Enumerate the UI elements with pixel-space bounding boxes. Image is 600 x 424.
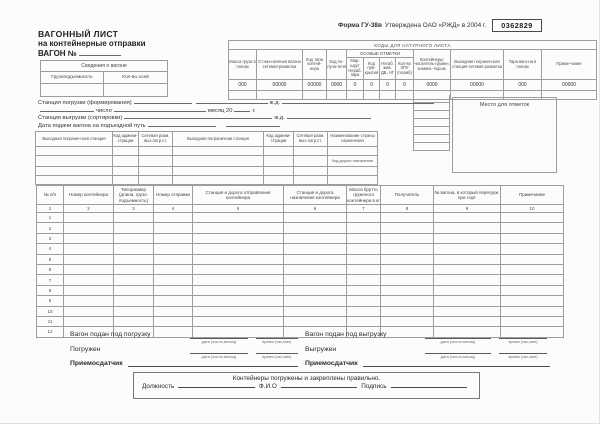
border-table-cell bbox=[113, 156, 139, 167]
container-data-cell bbox=[347, 316, 381, 326]
position-label: Должность bbox=[142, 383, 175, 390]
table-row bbox=[37, 264, 564, 274]
month-label: месяц 20 bbox=[207, 107, 233, 114]
codes-value-cell: 00000 bbox=[257, 80, 303, 91]
container-data-cell bbox=[284, 254, 347, 264]
unloaded-label: Выгружен bbox=[305, 345, 337, 353]
time-caption: время (час,мин) bbox=[508, 339, 538, 344]
name-label: Ф.И.О bbox=[258, 383, 277, 390]
table-row bbox=[37, 275, 564, 285]
day-label: число bbox=[96, 107, 112, 114]
date-caption: дата (число,месяц) bbox=[440, 353, 476, 359]
container-data-cell bbox=[114, 285, 154, 295]
container-data-cell bbox=[64, 285, 114, 295]
certification-box bbox=[133, 372, 480, 399]
border-table-cell bbox=[294, 156, 328, 167]
codes-column-header: Код по-луча-теля bbox=[327, 50, 347, 80]
container-data-cell bbox=[114, 223, 154, 233]
border-table-cell bbox=[173, 176, 264, 185]
container-data-cell bbox=[434, 223, 501, 233]
time-caption: время (час,мин) bbox=[262, 353, 292, 359]
container-data-cell bbox=[193, 233, 284, 243]
container-data-cell bbox=[64, 223, 114, 233]
container-data-cell bbox=[381, 233, 434, 243]
main-column-header: № п/п bbox=[37, 186, 64, 205]
container-data-cell bbox=[284, 316, 347, 326]
container-data-cell bbox=[434, 213, 501, 223]
container-data-cell bbox=[347, 254, 381, 264]
container-data-cell bbox=[381, 264, 434, 274]
wagon-info-title: Сведения о вагоне bbox=[41, 61, 168, 72]
loading-station-label: Станция погрузки (формирования) bbox=[38, 100, 132, 106]
border-table-cell bbox=[36, 167, 113, 176]
container-count-cell bbox=[413, 143, 450, 151]
main-column-header: Станция и дорога отправления контейнера bbox=[193, 186, 284, 205]
container-data-cell bbox=[114, 316, 154, 326]
title-line2: на контейнерные отправки bbox=[38, 39, 146, 49]
container-data-cell bbox=[434, 233, 501, 243]
main-column-header: Масса брутто груженого контейнера в кг bbox=[347, 187, 380, 203]
container-data-cell bbox=[381, 306, 434, 316]
codes-table-title: КОДЫ ДЛЯ НАТУРНОГО ЛИСТА bbox=[229, 41, 597, 50]
unloaded-under-line bbox=[305, 331, 550, 346]
codes-column-header: Масса груза в тоннах bbox=[229, 50, 257, 80]
row-number-cell: 3 bbox=[37, 233, 64, 243]
date-caption: дата (число,месяц) bbox=[440, 339, 476, 344]
signature-field bbox=[391, 383, 467, 388]
container-data-cell bbox=[193, 244, 284, 254]
border-table-cell bbox=[36, 147, 113, 156]
date-caption: дата (число,месяц) bbox=[201, 353, 237, 359]
container-data-cell bbox=[501, 296, 564, 306]
codes-value-cell: 0 bbox=[380, 80, 396, 91]
codes-column-header: Тара ваго-на в тоннах bbox=[504, 50, 542, 80]
container-data-cell bbox=[434, 285, 501, 295]
unloading-station-line bbox=[38, 114, 436, 122]
container-data-cell bbox=[114, 306, 154, 316]
table-row bbox=[37, 316, 564, 326]
container-data-cell bbox=[154, 213, 193, 223]
notes-box-label: Место для отметок bbox=[479, 102, 530, 108]
border-table-cell bbox=[139, 176, 173, 185]
container-data-cell bbox=[193, 275, 284, 285]
axle-count-cell bbox=[104, 84, 168, 97]
codes-value-cell: 0 bbox=[364, 80, 380, 91]
container-data-cell bbox=[64, 296, 114, 306]
codes-column-header: Выходная погранич-ная станция-сетевая разметка bbox=[451, 50, 504, 80]
column-number-cell: 7 bbox=[347, 205, 381, 213]
border-table-cell bbox=[264, 147, 294, 156]
main-column-header: Типоразмер (длина, грузо-подъемность) bbox=[114, 186, 154, 205]
siding-label: Дата подачи вагона на подъездной путь bbox=[38, 122, 146, 129]
codes-value-cell: 0 bbox=[396, 80, 414, 91]
column-number-cell: 3 bbox=[114, 205, 154, 213]
container-data-cell bbox=[193, 296, 284, 306]
time-caption: время (час,мин) bbox=[508, 353, 538, 359]
container-data-cell bbox=[501, 264, 564, 274]
border-column-header: Сетевая разм. вых.погр.ст. bbox=[139, 132, 173, 147]
unloading-station-field bbox=[124, 114, 272, 119]
unloading-station-label: Станция выгрузки (сортировки) bbox=[38, 115, 123, 122]
container-data-cell bbox=[154, 254, 193, 264]
container-data-cell bbox=[64, 316, 114, 326]
container-data-cell bbox=[434, 275, 501, 285]
container-data-cell bbox=[114, 213, 154, 223]
container-data-cell bbox=[154, 244, 193, 254]
codes-column-header: Кол-во ЗПУ (пломб) bbox=[396, 58, 414, 80]
border-table-cell bbox=[113, 167, 139, 176]
codes-column-header: Код типа контей-нера bbox=[303, 50, 327, 80]
column-number-cell: 4 bbox=[154, 205, 193, 213]
container-data-cell bbox=[347, 223, 381, 233]
codes-column-header: Код при-крытия bbox=[364, 58, 380, 80]
container-data-cell bbox=[347, 275, 381, 285]
name-field bbox=[281, 383, 357, 388]
main-column-header: № вагона, в который перегруж. при сорт bbox=[434, 186, 501, 205]
container-data-cell bbox=[154, 264, 193, 274]
border-table-cell bbox=[173, 167, 264, 176]
codes-table bbox=[228, 40, 597, 100]
container-data-cell bbox=[64, 306, 114, 316]
border-table-cell bbox=[328, 176, 378, 185]
wagon-unloading-label: Вагон подан под выгрузку bbox=[305, 331, 387, 338]
container-data-cell bbox=[434, 244, 501, 254]
container-data-cell bbox=[284, 223, 347, 233]
container-data-cell bbox=[193, 213, 284, 223]
codes-column-header: Ст.наз-начения вагона сетевая-разметка bbox=[257, 50, 303, 80]
loaded-label: Погружен bbox=[70, 345, 101, 353]
siding-date-line bbox=[38, 122, 436, 130]
railway-label: ж.д. bbox=[269, 100, 281, 106]
unloaded-date-field bbox=[425, 349, 491, 359]
column-number-cell: 10 bbox=[501, 205, 564, 213]
border-column-header: Код админи-страции bbox=[113, 132, 139, 147]
border-table-cell bbox=[294, 167, 328, 176]
border-table-cell bbox=[139, 156, 173, 167]
container-data-cell bbox=[284, 213, 347, 223]
main-column-header: Станция и дорога назначения контейнера bbox=[284, 186, 347, 205]
column-number-cell: 1 bbox=[37, 205, 64, 213]
month-field bbox=[114, 107, 206, 112]
loading-station-line bbox=[38, 99, 436, 107]
container-data-cell bbox=[64, 254, 114, 264]
row-number-cell: 7 bbox=[37, 275, 64, 285]
codes-column-header: Негаб. жив. ДБ, НГ bbox=[380, 58, 396, 80]
container-data-cell bbox=[64, 275, 114, 285]
loading-footer-block bbox=[70, 331, 298, 375]
border-column-header: Выходная погранич-ная станция bbox=[36, 132, 113, 147]
loaded-date-field bbox=[190, 349, 248, 359]
wagon-info-table bbox=[40, 60, 168, 97]
row-number-cell: 9 bbox=[37, 296, 64, 306]
table-row bbox=[37, 285, 564, 295]
container-data-cell bbox=[347, 306, 381, 316]
unloaded-line bbox=[305, 346, 550, 361]
capacity-cell bbox=[41, 84, 104, 97]
unloading-time-field bbox=[499, 334, 547, 344]
container-data-cell bbox=[434, 316, 501, 326]
container-data-cell bbox=[347, 233, 381, 243]
row-number-cell: 6 bbox=[37, 264, 64, 274]
border-table-cell bbox=[328, 167, 378, 176]
container-data-cell bbox=[154, 316, 193, 326]
container-data-cell bbox=[381, 275, 434, 285]
container-count-cell bbox=[413, 135, 450, 143]
container-data-cell bbox=[434, 254, 501, 264]
codes-value-cell: 00000 bbox=[303, 80, 327, 91]
border-table-cell bbox=[264, 176, 294, 185]
container-data-cell bbox=[501, 316, 564, 326]
container-data-cell bbox=[193, 285, 284, 295]
date-line bbox=[38, 107, 436, 115]
container-data-cell bbox=[193, 264, 284, 274]
container-data-cell bbox=[347, 285, 381, 295]
container-data-cell bbox=[381, 296, 434, 306]
main-column-header: Получатель bbox=[381, 186, 434, 205]
container-data-cell bbox=[284, 244, 347, 254]
table-row bbox=[37, 223, 564, 233]
border-table-cell bbox=[113, 176, 139, 185]
wagon-number-label: ВАГОН № bbox=[38, 48, 77, 58]
station-lines bbox=[38, 99, 436, 129]
position-field bbox=[178, 383, 254, 388]
codes-value-cell: 0000 bbox=[327, 80, 347, 91]
container-data-cell bbox=[501, 254, 564, 264]
main-column-header: Номер отправки bbox=[154, 186, 193, 205]
row-number-cell: 12 bbox=[37, 327, 64, 337]
loading-time-field bbox=[256, 334, 298, 344]
row-number-cell: 11 bbox=[37, 316, 64, 326]
container-data-cell bbox=[64, 233, 114, 243]
codes-column-header: Мар-шрут Нераб. парк bbox=[347, 58, 364, 80]
railway-field bbox=[282, 99, 434, 104]
container-data-cell bbox=[381, 285, 434, 295]
container-data-cell bbox=[64, 244, 114, 254]
special-marks-group-header: ОСОБЫЕ ОТМЕТКИ bbox=[347, 50, 414, 58]
year-field bbox=[234, 107, 250, 112]
container-list-table bbox=[36, 185, 564, 338]
codes-value-cell: 000 bbox=[229, 80, 257, 91]
border-table-cell bbox=[264, 156, 294, 167]
border-table-cell bbox=[36, 156, 113, 167]
main-column-header: Номер контейнера bbox=[64, 186, 114, 205]
codes-column-header: Приме-чание bbox=[542, 50, 597, 80]
container-data-cell bbox=[434, 306, 501, 316]
destination-road-code-cell: Код дороги назначения bbox=[328, 156, 378, 167]
loading-station-field bbox=[134, 99, 192, 104]
container-data-cell bbox=[501, 223, 564, 233]
wagon-loading-label: Вагон подан под погрузку bbox=[70, 331, 151, 338]
loading-station-field2 bbox=[196, 99, 268, 104]
border-table-cell bbox=[328, 147, 378, 156]
container-data-cell bbox=[193, 223, 284, 233]
border-table-cell bbox=[173, 147, 264, 156]
certification-fields bbox=[134, 383, 479, 390]
loaded-line bbox=[70, 346, 298, 361]
container-data-cell bbox=[114, 296, 154, 306]
border-table-cell bbox=[139, 147, 173, 156]
container-data-cell bbox=[154, 223, 193, 233]
table-row bbox=[37, 213, 564, 223]
container-data-cell bbox=[434, 264, 501, 274]
row-number-cell: 10 bbox=[37, 306, 64, 316]
container-data-cell bbox=[381, 254, 434, 264]
form-header bbox=[338, 19, 542, 32]
axle-count-header: Кол-во осей bbox=[104, 72, 168, 84]
codes-value-cell: 00000 bbox=[542, 80, 597, 91]
container-data-cell bbox=[154, 296, 193, 306]
loaded-time-field bbox=[256, 349, 298, 359]
signature-line bbox=[363, 360, 550, 367]
siding-field bbox=[148, 122, 216, 127]
receiver-clerk-label: Приемосдатчик bbox=[70, 360, 123, 367]
title-line1: ВАГОННЫЙ ЛИСТ bbox=[38, 29, 119, 39]
siding-field2 bbox=[226, 122, 280, 127]
table-row bbox=[37, 233, 564, 243]
codes-value-cell: 000 bbox=[504, 80, 542, 91]
border-table-cell bbox=[294, 176, 328, 185]
container-data-cell bbox=[501, 306, 564, 316]
wagon-number-line bbox=[38, 49, 146, 58]
container-data-cell bbox=[64, 264, 114, 274]
container-data-cell bbox=[193, 306, 284, 316]
unloading-footer-block bbox=[305, 331, 550, 375]
border-table-cell bbox=[139, 167, 173, 176]
container-data-cell bbox=[154, 285, 193, 295]
container-data-cell bbox=[347, 296, 381, 306]
codes-column-header: Контейнеры: числитель-гружен. знамен.-порож. bbox=[414, 50, 451, 80]
container-data-cell bbox=[284, 285, 347, 295]
column-number-cell: 5 bbox=[193, 205, 284, 213]
container-data-cell bbox=[501, 244, 564, 254]
container-data-cell bbox=[154, 306, 193, 316]
container-data-cell bbox=[284, 275, 347, 285]
row-number-cell: 8 bbox=[37, 285, 64, 295]
signature-label: Подпись bbox=[361, 383, 387, 390]
container-data-cell bbox=[284, 296, 347, 306]
container-data-cell bbox=[114, 244, 154, 254]
border-table-cell bbox=[113, 147, 139, 156]
container-data-cell bbox=[347, 264, 381, 274]
container-data-cell bbox=[347, 244, 381, 254]
column-number-cell: 2 bbox=[64, 205, 114, 213]
row-number-cell: 2 bbox=[37, 223, 64, 233]
container-data-cell bbox=[501, 233, 564, 243]
container-data-cell bbox=[114, 233, 154, 243]
approval-text: Утверждена ОАО «РЖД» в 2004 г. bbox=[384, 22, 487, 29]
table-row bbox=[37, 296, 564, 306]
column-number-cell: 9 bbox=[434, 205, 501, 213]
container-data-cell bbox=[501, 285, 564, 295]
serial-number: 0362829 bbox=[492, 19, 541, 32]
container-data-cell bbox=[381, 213, 434, 223]
column-number-cell: 8 bbox=[381, 205, 434, 213]
date-caption: дата (число,месяц) bbox=[201, 339, 237, 344]
container-data-cell bbox=[193, 316, 284, 326]
container-data-cell bbox=[114, 275, 154, 285]
loading-date-field bbox=[190, 334, 248, 344]
container-data-cell bbox=[154, 233, 193, 243]
certification-statement: Контейнеры погружены и закреплены правильно. bbox=[232, 375, 381, 382]
table-row bbox=[37, 254, 564, 264]
row-number-cell: 5 bbox=[37, 254, 64, 264]
container-data-cell bbox=[284, 306, 347, 316]
form-code-label: Форма ГУ-38в bbox=[338, 22, 382, 29]
wagon-number-field bbox=[79, 51, 121, 56]
unloading-date-field bbox=[425, 334, 491, 344]
container-data-cell bbox=[381, 244, 434, 254]
border-column-header: Код админи-страции bbox=[264, 132, 294, 147]
container-data-cell bbox=[381, 316, 434, 326]
container-data-cell bbox=[114, 254, 154, 264]
container-data-cell bbox=[347, 213, 381, 223]
year-label: г. bbox=[252, 107, 256, 114]
border-stations-table bbox=[35, 131, 378, 185]
container-data-cell bbox=[381, 223, 434, 233]
main-column-header: Примечание bbox=[501, 186, 564, 205]
time-caption: время (час,мин) bbox=[262, 339, 292, 344]
codes-value-cell: 0 bbox=[347, 80, 364, 91]
codes-value-cell: 00000 bbox=[451, 80, 504, 91]
receiver-clerk-label: Приемосдатчик bbox=[305, 360, 358, 367]
row-number-cell: 1 bbox=[37, 213, 64, 223]
document-title bbox=[38, 29, 146, 58]
container-data-cell bbox=[284, 233, 347, 243]
day-field bbox=[40, 107, 94, 112]
container-data-cell bbox=[193, 254, 284, 264]
notes-box bbox=[452, 97, 557, 173]
capacity-header: Грузоподъемность bbox=[41, 72, 104, 84]
border-table-cell bbox=[173, 156, 264, 167]
container-data-cell bbox=[434, 296, 501, 306]
border-column-header: Сетевая разм. вых.погр.ст. bbox=[294, 132, 328, 147]
codes-value-cell: 0000 bbox=[414, 80, 451, 91]
border-column-header: Наименование страны назначения bbox=[328, 132, 378, 147]
container-data-cell bbox=[64, 213, 114, 223]
row-number-cell: 4 bbox=[37, 244, 64, 254]
container-data-cell bbox=[501, 213, 564, 223]
unloaded-time-field bbox=[499, 349, 547, 359]
border-table-cell bbox=[264, 167, 294, 176]
container-data-cell bbox=[114, 264, 154, 274]
table-row bbox=[37, 244, 564, 254]
loaded-under-line bbox=[70, 331, 298, 346]
railway-label-2: ж.д. bbox=[274, 115, 285, 122]
signature-line bbox=[128, 360, 298, 367]
container-data-cell bbox=[284, 264, 347, 274]
border-table-cell bbox=[294, 147, 328, 156]
container-data-cell bbox=[501, 275, 564, 285]
table-row bbox=[37, 306, 564, 316]
railway-field-2 bbox=[287, 114, 371, 119]
column-number-cell: 6 bbox=[284, 205, 347, 213]
border-table-cell bbox=[36, 176, 113, 185]
container-data-cell bbox=[154, 275, 193, 285]
border-column-header: Выходная пограничная станция bbox=[173, 132, 264, 147]
